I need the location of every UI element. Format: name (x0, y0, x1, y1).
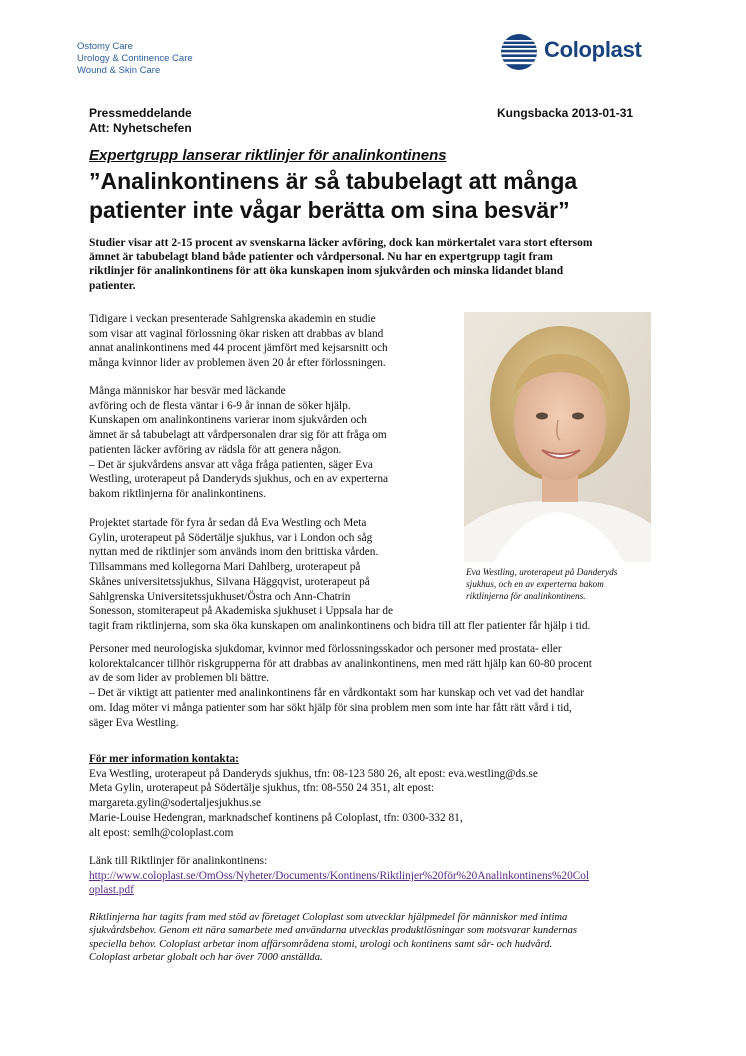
coloplast-logo[interactable] (500, 33, 660, 73)
lead-line: ämnet är tabubelagt bland både patienter och vårdpersonal. Nu har en expertgrupp tagit fram (89, 251, 553, 264)
contact-line: margareta.gylin@sodertaljesjukhus.se (89, 797, 262, 810)
text-line: ämnet är så tabubelagt att vårdpersonalen drar sig för att fråga om (89, 429, 387, 442)
contact-line: Marie-Louise Hedengran, marknadschef kontinens på Coloplast, tfn: 0300-332 81, (89, 811, 463, 824)
lead-paragraph (89, 236, 669, 293)
caption-line: Eva Westling, uroterapeut på Danderyds (466, 568, 618, 578)
text-line: bakom riktlinjerna för analinkontinens. (89, 487, 266, 500)
text-line: Tillsammans med kollegorna Mari Dahlberg, uroterapeut på (89, 561, 361, 574)
text-line: Skånes universitetssjukhus, Silvana Häggqvist, uroterapeut på (89, 575, 370, 588)
text-line: Sonesson, stomiterapeut på Akademiska sjukhuset i Uppsala har de (89, 605, 394, 618)
text-line: – Det är viktigt att patienter med analinkontinens får en vårdkontakt som har kunskap och vet vad det handlar (89, 687, 585, 700)
text-line: nyttan med de riktlinjer som används inom den brittiska vården. (89, 546, 379, 559)
headline-line: ”Analinkontinens är så tabubelagt att många (89, 168, 578, 194)
text-line: av de som lider av problemen bli bättre. (89, 672, 270, 685)
place-date: Kungsbacka 2013-01-31 (497, 106, 634, 120)
caption-line: riktlinjerna för analinkontinens. (466, 592, 586, 602)
text-line: tagit fram riktlinjerna, som ska öka kunskapen om analinkontinens och bidra till att fler patienter får hjälp i tid. (89, 619, 591, 632)
text-line: patienten läcker avföring av rädsla för att genera någon. (89, 443, 342, 456)
body-paragraph-2 (89, 384, 388, 502)
doc-type: Pressmeddelande (89, 106, 192, 120)
footer-line: Riktlinjerna har tagits fram med stöd av företaget Coloplast som utvecklar hjälpmedel för människor med intima (89, 912, 568, 923)
logo-wordmark: Coloplast (544, 37, 642, 62)
headline-line: patienter inte vågar berätta om sina besvär” (89, 197, 570, 223)
body-paragraph-4 (89, 642, 592, 730)
text-line: Tidigare i veckan presenterade Sahlgrenska akademin en studie (89, 313, 376, 325)
text-line: annat analinkontinens med 44 procent jämfört med kejsarsnitt och (89, 342, 388, 355)
link-section (89, 854, 589, 898)
text-line: Många människor har besvär med läckande (89, 385, 286, 397)
text-line: – Det är sjukvårdens ansvar att våga fråga patienten, säger Eva (89, 458, 373, 471)
text-line: säger Eva Westling. (89, 716, 179, 729)
footer-line: speciella behov. Coloplast arbetar inom affärsområdena stomi, urologi och kontinens samt sår- och hudvård. (89, 938, 553, 950)
text-line: kolorektalcancer tillhör riskgrupperna för att drabbas av analinkontinens, men med rätt hjälp kan 60-80 procent (89, 657, 592, 670)
text-line: avföring och de flesta väntar i 6-9 år innan de söker hjälp. (89, 399, 351, 412)
caption-line: sjukhus, och en av experterna bakom (466, 580, 604, 590)
company-boilerplate (89, 911, 674, 965)
headline (89, 167, 649, 225)
contact-line: alt epost: semlh@coloplast.com (89, 826, 234, 839)
contact-line: Meta Gylin, uroterapeut på Södertälje sjukhus, tfn: 08-550 24 351, alt epost: (89, 782, 435, 795)
body-paragraph-1 (89, 312, 388, 371)
attention-line: Att: Nyhetschefen (89, 121, 192, 135)
body-paragraph-3 (89, 516, 590, 634)
lead-line: patienter. (89, 279, 136, 292)
text-line: Kunskapen om analinkontinens varierar inom sjukvården och (89, 414, 367, 427)
top-nav (77, 41, 193, 77)
kicker: Expertgrupp lanserar riktlinjer för analinkontinens (89, 147, 447, 164)
text-line: Westling, uroterapeut på Danderyds sjukhus, och en av experterna (89, 473, 388, 486)
link-label: Länk till Riktlinjer för analinkontinens: (89, 855, 268, 867)
text-line: om. Idag möter vi många patienter som har sökt hjälp för sina problem men som inte har fått rätt vård i tid, (89, 701, 572, 714)
logo-globe-icon (500, 33, 538, 71)
text-line: Sahlgrenska Universitetssjukhuset/Östra och Ann-Chatrin (89, 590, 351, 603)
text-line: Gylin, uroterapeut på Södertälje sjukhus, var i London och såg (89, 531, 373, 544)
nav-item-urology[interactable]: Urology & Continence Care (77, 53, 193, 64)
text-line: Personer med neurologiska sjukdomar, kvinnor med förlossningsskador och personer med prostata- eller (89, 643, 562, 655)
text-line: Projektet startade för fyra år sedan då Eva Westling och Meta (89, 517, 367, 529)
guidelines-link-continued[interactable]: oplast.pdf (89, 884, 134, 897)
nav-item-wound[interactable]: Wound & Skin Care (77, 65, 161, 76)
guidelines-link[interactable]: http://www.coloplast.se/OmOss/Nyheter/Documents/Kontinens/Riktlinjer%20för%20Analinkontinens%20Col (89, 869, 590, 882)
footer-line: sjukvårdsbehov. Genom ett nära samarbete med användarna utvecklas produktlösningar som motsvarar kundernas (89, 925, 578, 937)
nav-item-ostomy[interactable]: Ostomy Care (77, 41, 133, 52)
text-line: många kvinnor lider av problemen även 20 år efter förlossningen. (89, 357, 386, 370)
contact-heading: För mer information kontakta: (89, 753, 239, 765)
contact-line: Eva Westling, uroterapeut på Danderyds sjukhus, tfn: 08-123 580 26, alt epost: eva.westling@ds.se (89, 767, 538, 780)
text-line: som visar att vaginal förlossning ökar risken att drabbas av bland (89, 327, 384, 340)
footer-line: Coloplast arbetar globalt och har över 7000 anställda. (89, 952, 323, 964)
lead-line: Studier visar att 2-15 procent av svenskarna läcker avföring, dock kan mörkertalet vara stort eftersom (89, 237, 593, 249)
lead-line: riktlinjer för analinkontinens för att öka kunskapen inom sjukvården och minska lidandet bland (89, 265, 564, 278)
contact-section (89, 752, 538, 840)
